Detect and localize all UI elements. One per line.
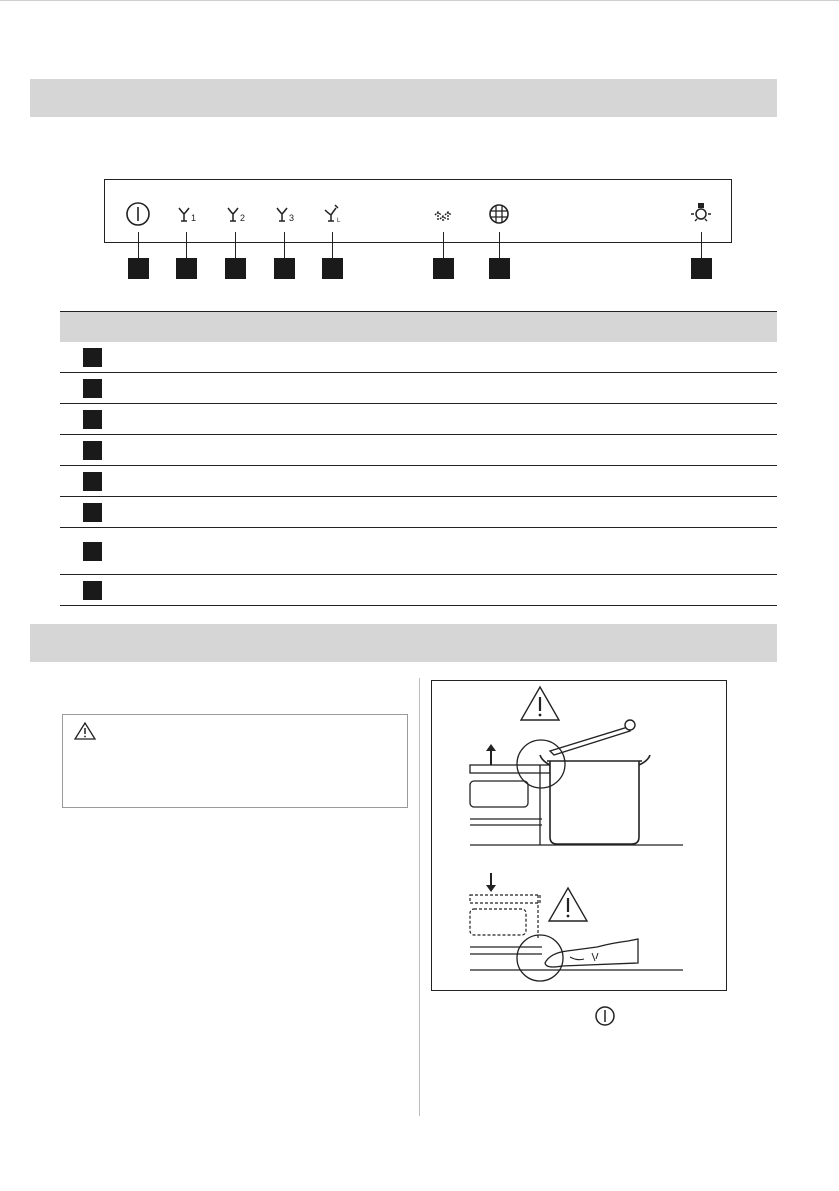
column-divider bbox=[419, 678, 420, 1116]
row-number-marker bbox=[83, 581, 102, 600]
callout-marker bbox=[176, 258, 197, 279]
grease-filter-icon bbox=[485, 200, 513, 228]
fan-speed-2-icon bbox=[221, 200, 249, 228]
row-number-marker bbox=[83, 348, 102, 367]
fan-boost-icon bbox=[318, 200, 346, 228]
row-number-marker bbox=[83, 542, 102, 561]
svg-text:L: L bbox=[337, 218, 341, 224]
fan-speed-3-icon bbox=[270, 200, 298, 228]
row-number-marker bbox=[83, 472, 102, 491]
light-icon bbox=[687, 200, 715, 228]
auto-mode-icon bbox=[429, 200, 457, 228]
table-row bbox=[60, 575, 777, 606]
table-row bbox=[60, 497, 777, 528]
hob-hood-figure bbox=[431, 680, 727, 991]
row-number-marker bbox=[83, 503, 102, 522]
leader-line bbox=[332, 232, 333, 258]
callout-marker bbox=[433, 258, 454, 279]
table-row bbox=[60, 373, 777, 404]
arrow-up-icon bbox=[486, 744, 496, 765]
power-icon bbox=[124, 200, 152, 228]
callout-marker bbox=[322, 258, 343, 279]
table-row bbox=[60, 435, 777, 466]
warning-box bbox=[62, 714, 408, 808]
table-row bbox=[60, 404, 777, 435]
leader-line bbox=[443, 232, 444, 258]
hob-hood-illustration bbox=[432, 681, 726, 990]
section-header-control-panel bbox=[30, 79, 777, 117]
callout-marker bbox=[225, 258, 246, 279]
row-number-marker bbox=[83, 379, 102, 398]
leader-line bbox=[138, 232, 139, 258]
hand-icon bbox=[545, 939, 638, 967]
warning-triangle-icon bbox=[521, 687, 559, 720]
section-header-usage bbox=[30, 624, 777, 662]
leader-line bbox=[186, 232, 187, 258]
callout-marker bbox=[128, 258, 149, 279]
callout-marker bbox=[274, 258, 295, 279]
leader-line bbox=[701, 232, 702, 258]
table-row bbox=[60, 466, 777, 497]
arrow-down-icon bbox=[486, 873, 496, 892]
table-header bbox=[60, 311, 777, 342]
svg-text:3: 3 bbox=[289, 213, 295, 223]
fan-speed-1-icon bbox=[172, 200, 200, 228]
leader-line bbox=[235, 232, 236, 258]
power-icon bbox=[594, 1005, 616, 1032]
svg-text:1: 1 bbox=[191, 213, 197, 223]
leader-line bbox=[284, 232, 285, 258]
warning-triangle-icon bbox=[73, 721, 97, 746]
callout-marker bbox=[489, 258, 510, 279]
row-number-marker bbox=[83, 410, 102, 429]
page-top-rule bbox=[0, 0, 839, 1]
table-row bbox=[60, 342, 777, 373]
row-number-marker bbox=[83, 441, 102, 460]
table-row bbox=[60, 528, 777, 575]
warning-triangle-icon bbox=[549, 888, 587, 921]
callout-marker bbox=[691, 258, 712, 279]
leader-line bbox=[499, 232, 500, 258]
svg-text:2: 2 bbox=[240, 213, 246, 223]
